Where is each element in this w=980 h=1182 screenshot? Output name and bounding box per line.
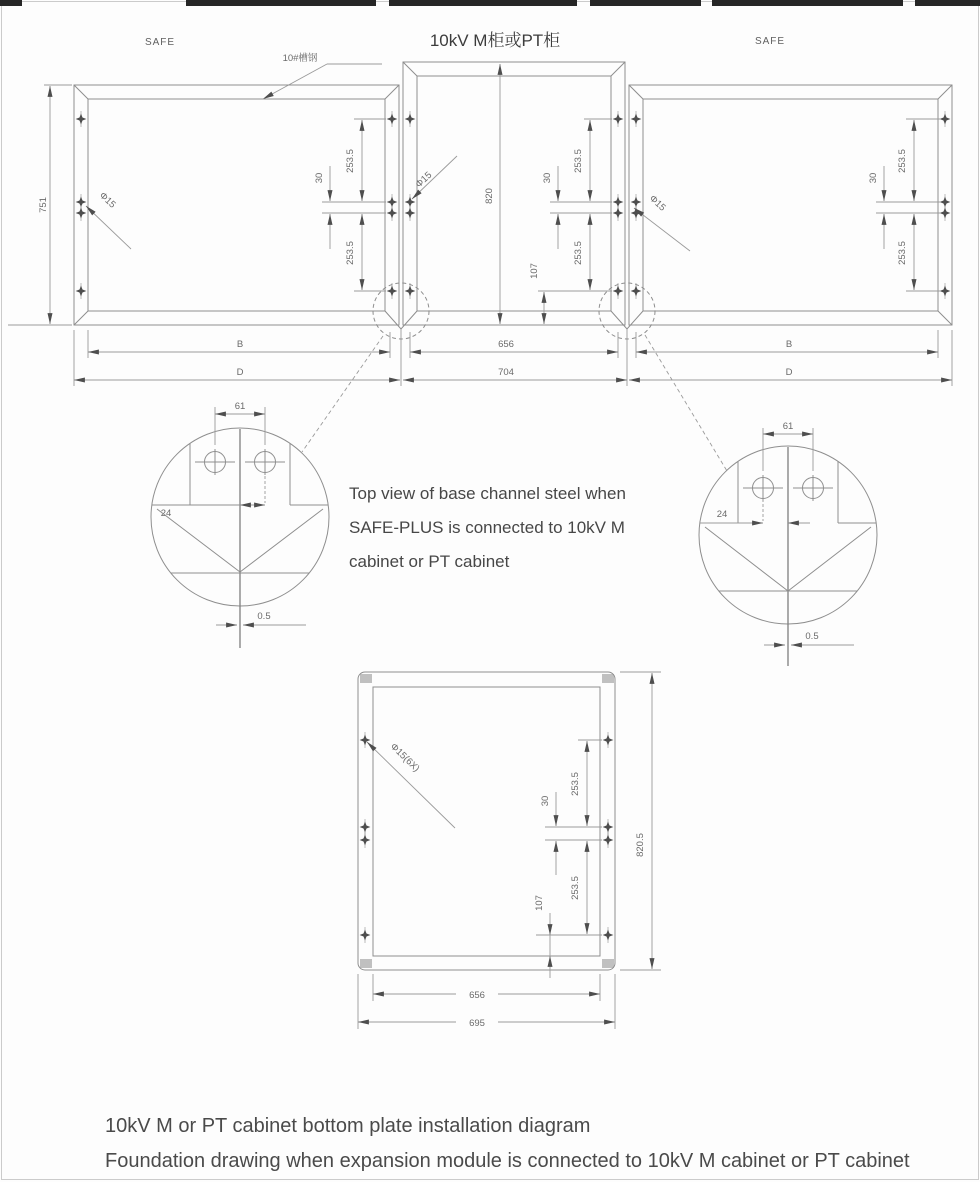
right-cabinet-frame	[629, 85, 952, 325]
svg-text:Top view of base channel steel: Top view of base channel steel when	[349, 484, 626, 503]
channel-steel-callout	[263, 52, 382, 99]
svg-text:253.5: 253.5	[573, 241, 584, 265]
hole-dia-label: Φ15	[646, 193, 668, 214]
svg-text:656: 656	[498, 339, 514, 350]
svg-text:61: 61	[782, 421, 794, 432]
caption-line-2: Foundation drawing when expansion module is connected to 10kV M cabinet or PT cabinet	[105, 1150, 910, 1172]
detail-circle-left	[151, 401, 329, 648]
svg-text:253.5: 253.5	[570, 772, 581, 796]
hole-dia-label: Φ15	[96, 190, 118, 211]
middle-cabinet-frame	[403, 62, 625, 325]
detail-note	[349, 484, 626, 571]
svg-text:253.5: 253.5	[897, 149, 908, 173]
svg-text:820.5: 820.5	[635, 833, 646, 857]
detail-circle-right	[699, 421, 877, 666]
svg-text:704: 704	[498, 367, 514, 378]
svg-text:30: 30	[314, 172, 325, 184]
svg-text:107: 107	[534, 895, 545, 911]
caption-line-1: 10kV M or PT cabinet bottom plate installation diagram	[105, 1115, 591, 1137]
svg-text:61: 61	[234, 401, 246, 412]
svg-text:D: D	[236, 367, 244, 378]
safe-label-left: SAFE	[144, 37, 176, 48]
svg-text:0.5: 0.5	[805, 631, 819, 642]
svg-text:253.5: 253.5	[897, 241, 908, 265]
left-cabinet-frame	[74, 85, 399, 325]
svg-text:24: 24	[160, 508, 172, 519]
safe-label-right: SAFE	[754, 36, 786, 47]
svg-text:30: 30	[542, 172, 553, 184]
dims-bottom-view	[358, 672, 661, 1029]
dim-left-height	[8, 85, 72, 325]
svg-text:253.5: 253.5	[570, 876, 581, 900]
dims-right-cabinet-holes	[634, 119, 940, 291]
hole-dia-label: Φ15(6X)	[387, 741, 422, 775]
caption-block	[105, 1115, 910, 1172]
dim-middle-height	[484, 64, 500, 324]
svg-text:B: B	[236, 339, 244, 350]
bottom-cabinet-frame	[358, 672, 615, 970]
svg-text:cabinet or PT cabinet: cabinet or PT cabinet	[349, 552, 510, 571]
scan-artifacts	[0, 0, 980, 6]
svg-text:695: 695	[469, 1018, 485, 1029]
svg-text:SAFE-PLUS is connected to 10kV: SAFE-PLUS is connected to 10kV M	[349, 518, 625, 537]
svg-text:253.5: 253.5	[345, 149, 356, 173]
svg-text:253.5: 253.5	[573, 149, 584, 173]
svg-text:B: B	[785, 339, 793, 350]
svg-text:820: 820	[484, 188, 495, 204]
svg-text:24: 24	[716, 509, 728, 520]
svg-text:751: 751	[38, 197, 49, 213]
page-title: 10kV M柜或PT柜	[429, 31, 561, 50]
dims-widths	[74, 330, 952, 386]
dims-middle-cabinet-holes	[412, 119, 612, 324]
svg-text:D: D	[785, 367, 793, 378]
svg-text:107: 107	[529, 263, 540, 279]
svg-text:656: 656	[469, 990, 485, 1001]
channel-steel-note: 10#槽钢	[282, 53, 318, 64]
svg-text:253.5: 253.5	[345, 241, 356, 265]
hole-dia-label: Φ15	[413, 169, 435, 191]
svg-text:30: 30	[540, 795, 551, 807]
dims-left-cabinet-holes	[86, 119, 386, 291]
svg-text:30: 30	[868, 172, 879, 184]
svg-text:0.5: 0.5	[257, 611, 271, 622]
